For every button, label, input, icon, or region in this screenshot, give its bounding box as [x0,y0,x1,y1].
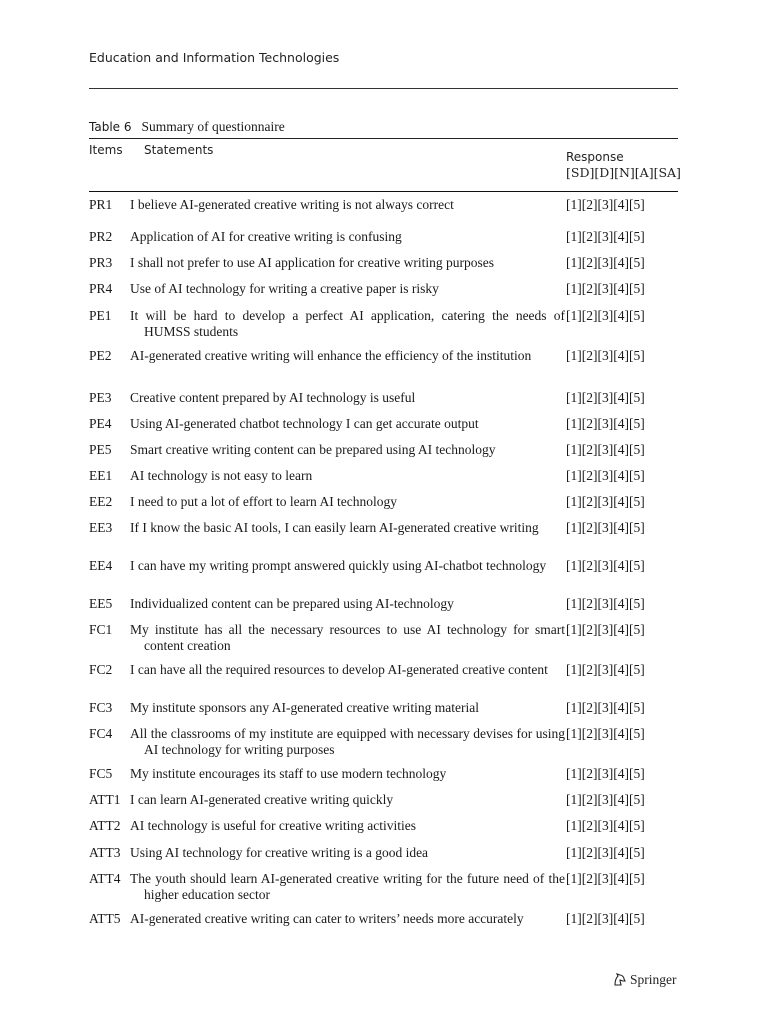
row-response-scale: [1][2][3][4][5] [566,818,645,833]
column-header-items: Items [89,143,123,157]
row-response-scale: [1][2][3][4][5] [566,416,645,431]
row-statement: I shall not prefer to use AI application for creative writing purposes [130,255,495,270]
row-statement: All the classrooms of my institute are equipped with necessary devises for using AI technology for writing purposes [130,726,565,757]
row-response-scale: [1][2][3][4][5] [566,558,645,573]
row-statement: The youth should learn AI-generated creative writing for the future need of the higher education sector [130,871,565,902]
row-response-scale: [1][2][3][4][5] [566,726,645,741]
row-item-code: PR3 [89,255,113,270]
row-response-scale: [1][2][3][4][5] [566,390,645,405]
row-statement: Application of AI for creative writing is confusing [130,229,402,244]
row-response-scale: [1][2][3][4][5] [566,596,645,611]
row-statement: My institute sponsors any AI-generated creative writing material [130,700,480,715]
row-item-code: ATT5 [89,911,121,926]
row-statement: My institute encourages its staff to use modern technology [130,766,447,781]
row-item-code: EE5 [89,596,113,611]
row-statement: Using AI technology for creative writing is a good idea [130,845,429,860]
row-item-code: ATT1 [89,792,121,807]
row-item-code: PE5 [89,442,112,457]
row-response-scale: [1][2][3][4][5] [566,845,645,860]
row-item-code: ATT4 [89,871,121,886]
row-item-code: PE1 [89,308,112,323]
row-response-scale: [1][2][3][4][5] [566,442,645,457]
row-item-code: FC3 [89,700,113,715]
column-header-statements: Statements [144,143,214,157]
row-statement: I can have my writing prompt answered quickly using AI-chatbot technology [130,558,547,573]
row-item-code: PR2 [89,229,113,244]
row-response-scale: [1][2][3][4][5] [566,348,645,363]
row-item-code: PR1 [89,197,113,212]
row-statement: Creative content prepared by AI technology is useful [130,390,416,405]
row-response-scale: [1][2][3][4][5] [566,766,645,781]
springer-horse-icon [612,972,627,987]
row-item-code: PE2 [89,348,112,363]
row-response-scale: [1][2][3][4][5] [566,622,645,637]
row-statement: AI-generated creative writing will enhance the efficiency of the institution [130,348,532,363]
row-statement: I believe AI-generated creative writing is not always correct [130,197,454,212]
row-response-scale: [1][2][3][4][5] [566,255,645,270]
row-response-scale: [1][2][3][4][5] [566,468,645,483]
row-response-scale: [1][2][3][4][5] [566,281,645,296]
table-title: Summary of questionnaire [141,119,285,134]
row-response-scale: [1][2][3][4][5] [566,197,645,212]
row-item-code: ATT3 [89,845,121,860]
table-caption [89,118,285,136]
row-item-code: EE1 [89,468,113,483]
column-header-response: Response [566,150,624,164]
row-statement: Using AI-generated chatbot technology I can get accurate output [130,416,479,431]
row-response-scale: [1][2][3][4][5] [566,494,645,509]
row-statement: My institute has all the necessary resources to use AI technology for smart content creation [130,622,565,653]
row-statement: AI technology is not easy to learn [130,468,313,483]
publisher-logo [612,972,677,988]
row-item-code: PE3 [89,390,112,405]
row-response-scale: [1][2][3][4][5] [566,871,645,886]
row-statement: Use of AI technology for writing a creative paper is risky [130,281,439,296]
running-header: Education and Information Technologies [89,50,340,65]
row-response-scale: [1][2][3][4][5] [566,229,645,244]
row-statement: I can learn AI-generated creative writing quickly [130,792,394,807]
row-response-scale: [1][2][3][4][5] [566,792,645,807]
row-item-code: FC4 [89,726,113,741]
row-statement: AI-generated creative writing can cater to writers’ needs more accurately [130,911,524,926]
row-item-code: PE4 [89,416,112,431]
row-statement: If I know the basic AI tools, I can easily learn AI-generated creative writing [130,520,539,535]
row-statement: It will be hard to develop a perfect AI application, catering the needs of HUMSS students [130,308,565,339]
row-response-scale: [1][2][3][4][5] [566,700,645,715]
row-item-code: PR4 [89,281,113,296]
row-item-code: EE4 [89,558,113,573]
row-statement: I need to put a lot of effort to learn AI technology [130,494,398,509]
row-response-scale: [1][2][3][4][5] [566,308,645,323]
row-item-code: FC5 [89,766,113,781]
row-statement: Smart creative writing content can be prepared using AI technology [130,442,496,457]
row-item-code: EE2 [89,494,113,509]
row-response-scale: [1][2][3][4][5] [566,662,645,677]
row-response-scale: [1][2][3][4][5] [566,520,645,535]
table-top-rule [89,138,678,139]
row-item-code: FC1 [89,622,113,637]
column-header-scale: [SD][D][N][A][SA] [566,165,681,180]
table-header-rule [89,191,678,192]
header-rule [89,88,678,89]
row-item-code: ATT2 [89,818,121,833]
row-item-code: FC2 [89,662,113,677]
row-statement: Individualized content can be prepared using AI-technology [130,596,454,611]
row-statement: I can have all the required resources to develop AI-generated creative content [130,662,548,677]
row-statement: AI technology is useful for creative writing activities [130,818,417,833]
row-item-code: EE3 [89,520,113,535]
publisher-name: Springer [630,972,677,987]
row-response-scale: [1][2][3][4][5] [566,911,645,926]
table-label: Table 6 [89,120,132,134]
